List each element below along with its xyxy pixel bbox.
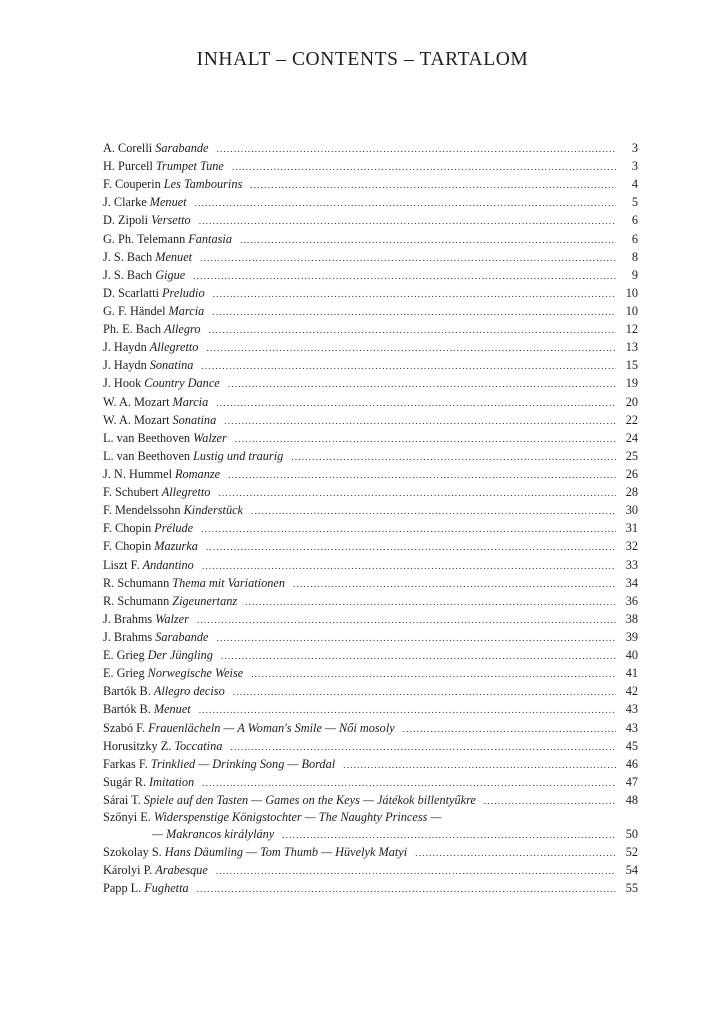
work-title: Thema mit Variationen bbox=[172, 575, 285, 590]
composer-name: Ph. E. Bach bbox=[103, 322, 162, 337]
dot-leader bbox=[232, 159, 616, 177]
page-number: 19 bbox=[625, 376, 638, 391]
toc-entry bbox=[103, 211, 638, 229]
dot-leader bbox=[200, 250, 616, 268]
page-number: 42 bbox=[625, 684, 638, 699]
page-number: 12 bbox=[625, 322, 638, 337]
composer-name: J. Haydn bbox=[103, 358, 147, 373]
composer-name: J. S. Bach bbox=[103, 249, 153, 264]
page-number: 3 bbox=[631, 159, 638, 174]
composer-name: R. Schumann bbox=[103, 593, 170, 608]
dot-leader bbox=[197, 612, 616, 630]
work-title: Zigeunertanz bbox=[172, 593, 238, 608]
toc-entry bbox=[103, 284, 638, 302]
toc-entry bbox=[103, 374, 638, 392]
composer-name: D. Scarlatti bbox=[103, 285, 160, 300]
toc-entry bbox=[103, 302, 638, 320]
composer-name: E. Grieg bbox=[103, 648, 145, 663]
toc-entry bbox=[103, 755, 638, 773]
dot-leader bbox=[291, 449, 616, 467]
page-number: 55 bbox=[625, 881, 638, 896]
dot-leader bbox=[228, 467, 616, 485]
page-number: 4 bbox=[631, 177, 638, 192]
toc-entry bbox=[103, 157, 638, 175]
composer-name: F. Chopin bbox=[103, 539, 152, 554]
work-title: Walzer bbox=[155, 611, 189, 626]
dot-leader bbox=[221, 648, 616, 666]
dot-leader bbox=[245, 594, 616, 612]
page-number: 45 bbox=[625, 738, 638, 753]
work-title: Marcia bbox=[172, 394, 209, 409]
page-title: INHALT – CONTENTS – TARTALOM bbox=[196, 49, 529, 70]
work-title: Lustig und traurig bbox=[193, 448, 284, 463]
dot-leader bbox=[251, 666, 616, 684]
toc-entry-continuation bbox=[103, 825, 638, 843]
work-title: Arabesque bbox=[155, 863, 208, 878]
toc-entry bbox=[103, 447, 638, 465]
dot-leader bbox=[484, 793, 616, 811]
work-title: Fughetta bbox=[144, 881, 189, 896]
page-number: 26 bbox=[625, 466, 638, 481]
toc-entry bbox=[103, 338, 638, 356]
toc-entry bbox=[103, 411, 638, 429]
toc-entry bbox=[103, 809, 638, 825]
dot-leader bbox=[250, 177, 616, 195]
dot-leader bbox=[195, 195, 616, 213]
toc-entry bbox=[103, 266, 638, 284]
work-title: Les Tambourins bbox=[163, 177, 243, 192]
page-number: 8 bbox=[631, 249, 638, 264]
composer-name: Horusitzky Z. bbox=[103, 738, 172, 753]
page-number: 30 bbox=[625, 503, 638, 518]
composer-name: Papp L. bbox=[103, 881, 142, 896]
composer-name: G. F. Händel bbox=[103, 303, 166, 318]
page-number: 6 bbox=[631, 213, 638, 228]
toc-entry bbox=[103, 230, 638, 248]
dot-leader bbox=[224, 413, 616, 431]
composer-name: Liszt F. bbox=[103, 557, 140, 572]
work-title: Prélude bbox=[154, 521, 194, 536]
toc-entry bbox=[103, 574, 638, 592]
composer-name: L. van Beethoven bbox=[103, 448, 191, 463]
toc-entry bbox=[103, 556, 638, 574]
dot-leader bbox=[217, 630, 617, 648]
composer-name: W. A. Mozart bbox=[103, 394, 170, 409]
page-number: 6 bbox=[631, 231, 638, 246]
work-title: Menuet bbox=[155, 249, 193, 264]
toc-entry bbox=[103, 879, 638, 897]
work-title: Gigue bbox=[155, 267, 186, 282]
work-title: Country Dance bbox=[144, 376, 220, 391]
composer-name: R. Schumann bbox=[103, 575, 170, 590]
composer-name: G. Ph. Telemann bbox=[103, 231, 186, 246]
composer-name: H. Purcell bbox=[103, 159, 153, 174]
composer-name: W. A. Mozart bbox=[103, 412, 170, 427]
work-title: Sonatina bbox=[149, 358, 194, 373]
work-title: Versetto bbox=[151, 213, 191, 228]
dot-leader bbox=[213, 286, 616, 304]
toc-entry bbox=[103, 393, 638, 411]
toc-entry bbox=[103, 610, 638, 628]
work-title: Toccatina bbox=[174, 738, 223, 753]
work-title: Andantino bbox=[142, 557, 194, 572]
dot-leader bbox=[293, 576, 616, 594]
toc-entry bbox=[103, 719, 638, 737]
work-title: Imitation bbox=[149, 774, 195, 789]
toc-entry bbox=[103, 248, 638, 266]
toc-entry bbox=[103, 320, 638, 338]
page-number: 15 bbox=[625, 358, 638, 373]
work-title: Widerspenstige Königstochter — The Naughty Princess — bbox=[153, 810, 442, 825]
dot-leader bbox=[251, 503, 616, 521]
dot-leader bbox=[212, 304, 616, 322]
work-title: Fantasia bbox=[188, 231, 232, 246]
dot-leader bbox=[216, 141, 616, 159]
page-number: 5 bbox=[631, 195, 638, 210]
toc-entry bbox=[103, 843, 638, 861]
composer-name: Farkas F. bbox=[103, 756, 148, 771]
composer-name: F. Chopin bbox=[103, 521, 152, 536]
toc-entry bbox=[103, 501, 638, 519]
toc-entry bbox=[103, 791, 638, 809]
composer-name: Sugár R. bbox=[103, 774, 147, 789]
composer-name: A. Corelli bbox=[103, 141, 153, 155]
dot-leader bbox=[206, 539, 616, 557]
composer-name: Szokolay S. bbox=[103, 845, 162, 860]
toc-entry bbox=[103, 519, 638, 537]
work-title: Walzer bbox=[193, 430, 227, 445]
composer-name: Bartók B. bbox=[103, 702, 151, 717]
page-number: 13 bbox=[625, 340, 638, 355]
dot-leader bbox=[197, 881, 616, 899]
page-number: 52 bbox=[625, 845, 638, 860]
composer-name: Károlyi P. bbox=[103, 863, 153, 878]
page-number: 36 bbox=[625, 593, 638, 608]
work-title: Spiele auf den Tasten — Games on the Keys — Játékok billentyűkre bbox=[143, 792, 476, 807]
page-number: 38 bbox=[625, 611, 638, 626]
toc-entry bbox=[103, 861, 638, 879]
dot-leader bbox=[193, 268, 616, 286]
dot-leader bbox=[343, 757, 616, 775]
composer-name: Szabó F. bbox=[103, 720, 146, 735]
dot-leader bbox=[206, 340, 616, 358]
composer-name: E. Grieg bbox=[103, 666, 145, 681]
work-title: Allegretto bbox=[149, 340, 199, 355]
work-title: Frauenlächeln — A Woman's Smile — Női mosoly bbox=[148, 720, 395, 735]
work-title: Hans Däumling — Tom Thumb — Hüvelyk Matyi bbox=[164, 845, 408, 860]
composer-name: Sárai T. bbox=[103, 792, 141, 807]
composer-name: F. Couperin bbox=[103, 177, 161, 192]
dot-leader bbox=[415, 845, 616, 863]
composer-name: J. Clarke bbox=[103, 195, 147, 210]
composer-name: J. Hook bbox=[103, 376, 142, 391]
page-number: 20 bbox=[625, 394, 638, 409]
page-number: 47 bbox=[625, 774, 638, 789]
page-number: 43 bbox=[625, 720, 638, 735]
toc-entry bbox=[103, 356, 638, 374]
toc-entry bbox=[103, 682, 638, 700]
page-number: 10 bbox=[625, 303, 638, 318]
page-number: 3 bbox=[631, 141, 638, 155]
work-title: Marcia bbox=[168, 303, 205, 318]
composer-name: D. Zipoli bbox=[103, 213, 149, 228]
toc-entry bbox=[103, 664, 638, 682]
page-number: 28 bbox=[625, 485, 638, 500]
composer-name: J. Haydn bbox=[103, 340, 147, 355]
work-title: Menuet bbox=[149, 195, 187, 210]
page-number: 48 bbox=[625, 792, 638, 807]
composer-name: L. van Beethoven bbox=[103, 430, 191, 445]
toc-entry bbox=[103, 537, 638, 555]
toc-entry bbox=[103, 592, 638, 610]
work-title: Preludio bbox=[162, 285, 205, 300]
work-title: Der Jüngling bbox=[147, 648, 213, 663]
page-number: 10 bbox=[625, 285, 638, 300]
dot-leader bbox=[216, 395, 616, 413]
toc-entry bbox=[103, 193, 638, 211]
work-title: Allegro deciso bbox=[153, 684, 225, 699]
work-title: Norwegische Weise bbox=[147, 666, 244, 681]
work-title: Menuet bbox=[153, 702, 191, 717]
toc-entry bbox=[103, 700, 638, 718]
composer-name: Bartók B. bbox=[103, 684, 151, 699]
dot-leader bbox=[403, 721, 616, 739]
work-title: Mazurka bbox=[154, 539, 198, 554]
dot-leader bbox=[235, 431, 616, 449]
toc-entry bbox=[103, 737, 638, 755]
work-title: Trinklied — Drinking Song — Bordal bbox=[150, 756, 336, 771]
page-number: 43 bbox=[625, 702, 638, 717]
dot-leader bbox=[228, 376, 616, 394]
toc-entry bbox=[103, 773, 638, 791]
table-of-contents bbox=[103, 139, 638, 897]
toc-entry bbox=[103, 139, 638, 157]
dot-leader bbox=[199, 213, 616, 231]
toc-entry bbox=[103, 483, 638, 501]
work-title: Kinderstück bbox=[183, 503, 244, 518]
page-number: 25 bbox=[625, 448, 638, 463]
work-title: Allegro bbox=[164, 322, 201, 337]
composer-name: F. Mendelssohn bbox=[103, 503, 181, 518]
page-number: 50 bbox=[625, 827, 638, 842]
composer-name: J. Brahms bbox=[103, 611, 153, 626]
page-number: 39 bbox=[625, 629, 638, 644]
work-title: Sonatina bbox=[172, 412, 217, 427]
composer-name: Szőnyi E. bbox=[103, 810, 151, 825]
composer-name: J. Brahms bbox=[103, 629, 153, 644]
work-title: Romanze bbox=[175, 466, 221, 481]
dot-leader bbox=[216, 863, 616, 881]
dot-leader bbox=[209, 322, 617, 340]
composer-name: J. N. Hummel bbox=[103, 466, 172, 481]
work-title: Sarabande bbox=[155, 141, 209, 155]
page-number: 34 bbox=[625, 575, 638, 590]
composer-name: J. S. Bach bbox=[103, 267, 153, 282]
toc-entry bbox=[103, 465, 638, 483]
work-title: Allegretto bbox=[161, 485, 211, 500]
dot-leader bbox=[233, 684, 616, 702]
page-number: 24 bbox=[625, 430, 638, 445]
page-number: 33 bbox=[625, 557, 638, 572]
composer-name: F. Schubert bbox=[103, 485, 159, 500]
page-number: 31 bbox=[625, 521, 638, 536]
page-number: 40 bbox=[625, 648, 638, 663]
work-title: Trumpet Tune bbox=[155, 159, 224, 174]
page-number: 41 bbox=[625, 666, 638, 681]
page-number: 9 bbox=[631, 267, 638, 282]
dot-leader bbox=[201, 358, 616, 376]
toc-entry bbox=[103, 628, 638, 646]
work-title: Sarabande bbox=[155, 629, 209, 644]
page-number: 54 bbox=[625, 863, 638, 878]
dot-leader bbox=[240, 232, 616, 250]
toc-entry bbox=[103, 429, 638, 447]
page-number: 32 bbox=[625, 539, 638, 554]
page-number: 46 bbox=[625, 756, 638, 771]
page-number: 22 bbox=[625, 412, 638, 427]
toc-entry bbox=[103, 646, 638, 664]
toc-entry bbox=[103, 175, 638, 193]
work-title-continuation: — Makrancos királylány bbox=[152, 827, 275, 842]
dot-leader bbox=[218, 485, 616, 503]
dot-leader bbox=[201, 521, 616, 539]
